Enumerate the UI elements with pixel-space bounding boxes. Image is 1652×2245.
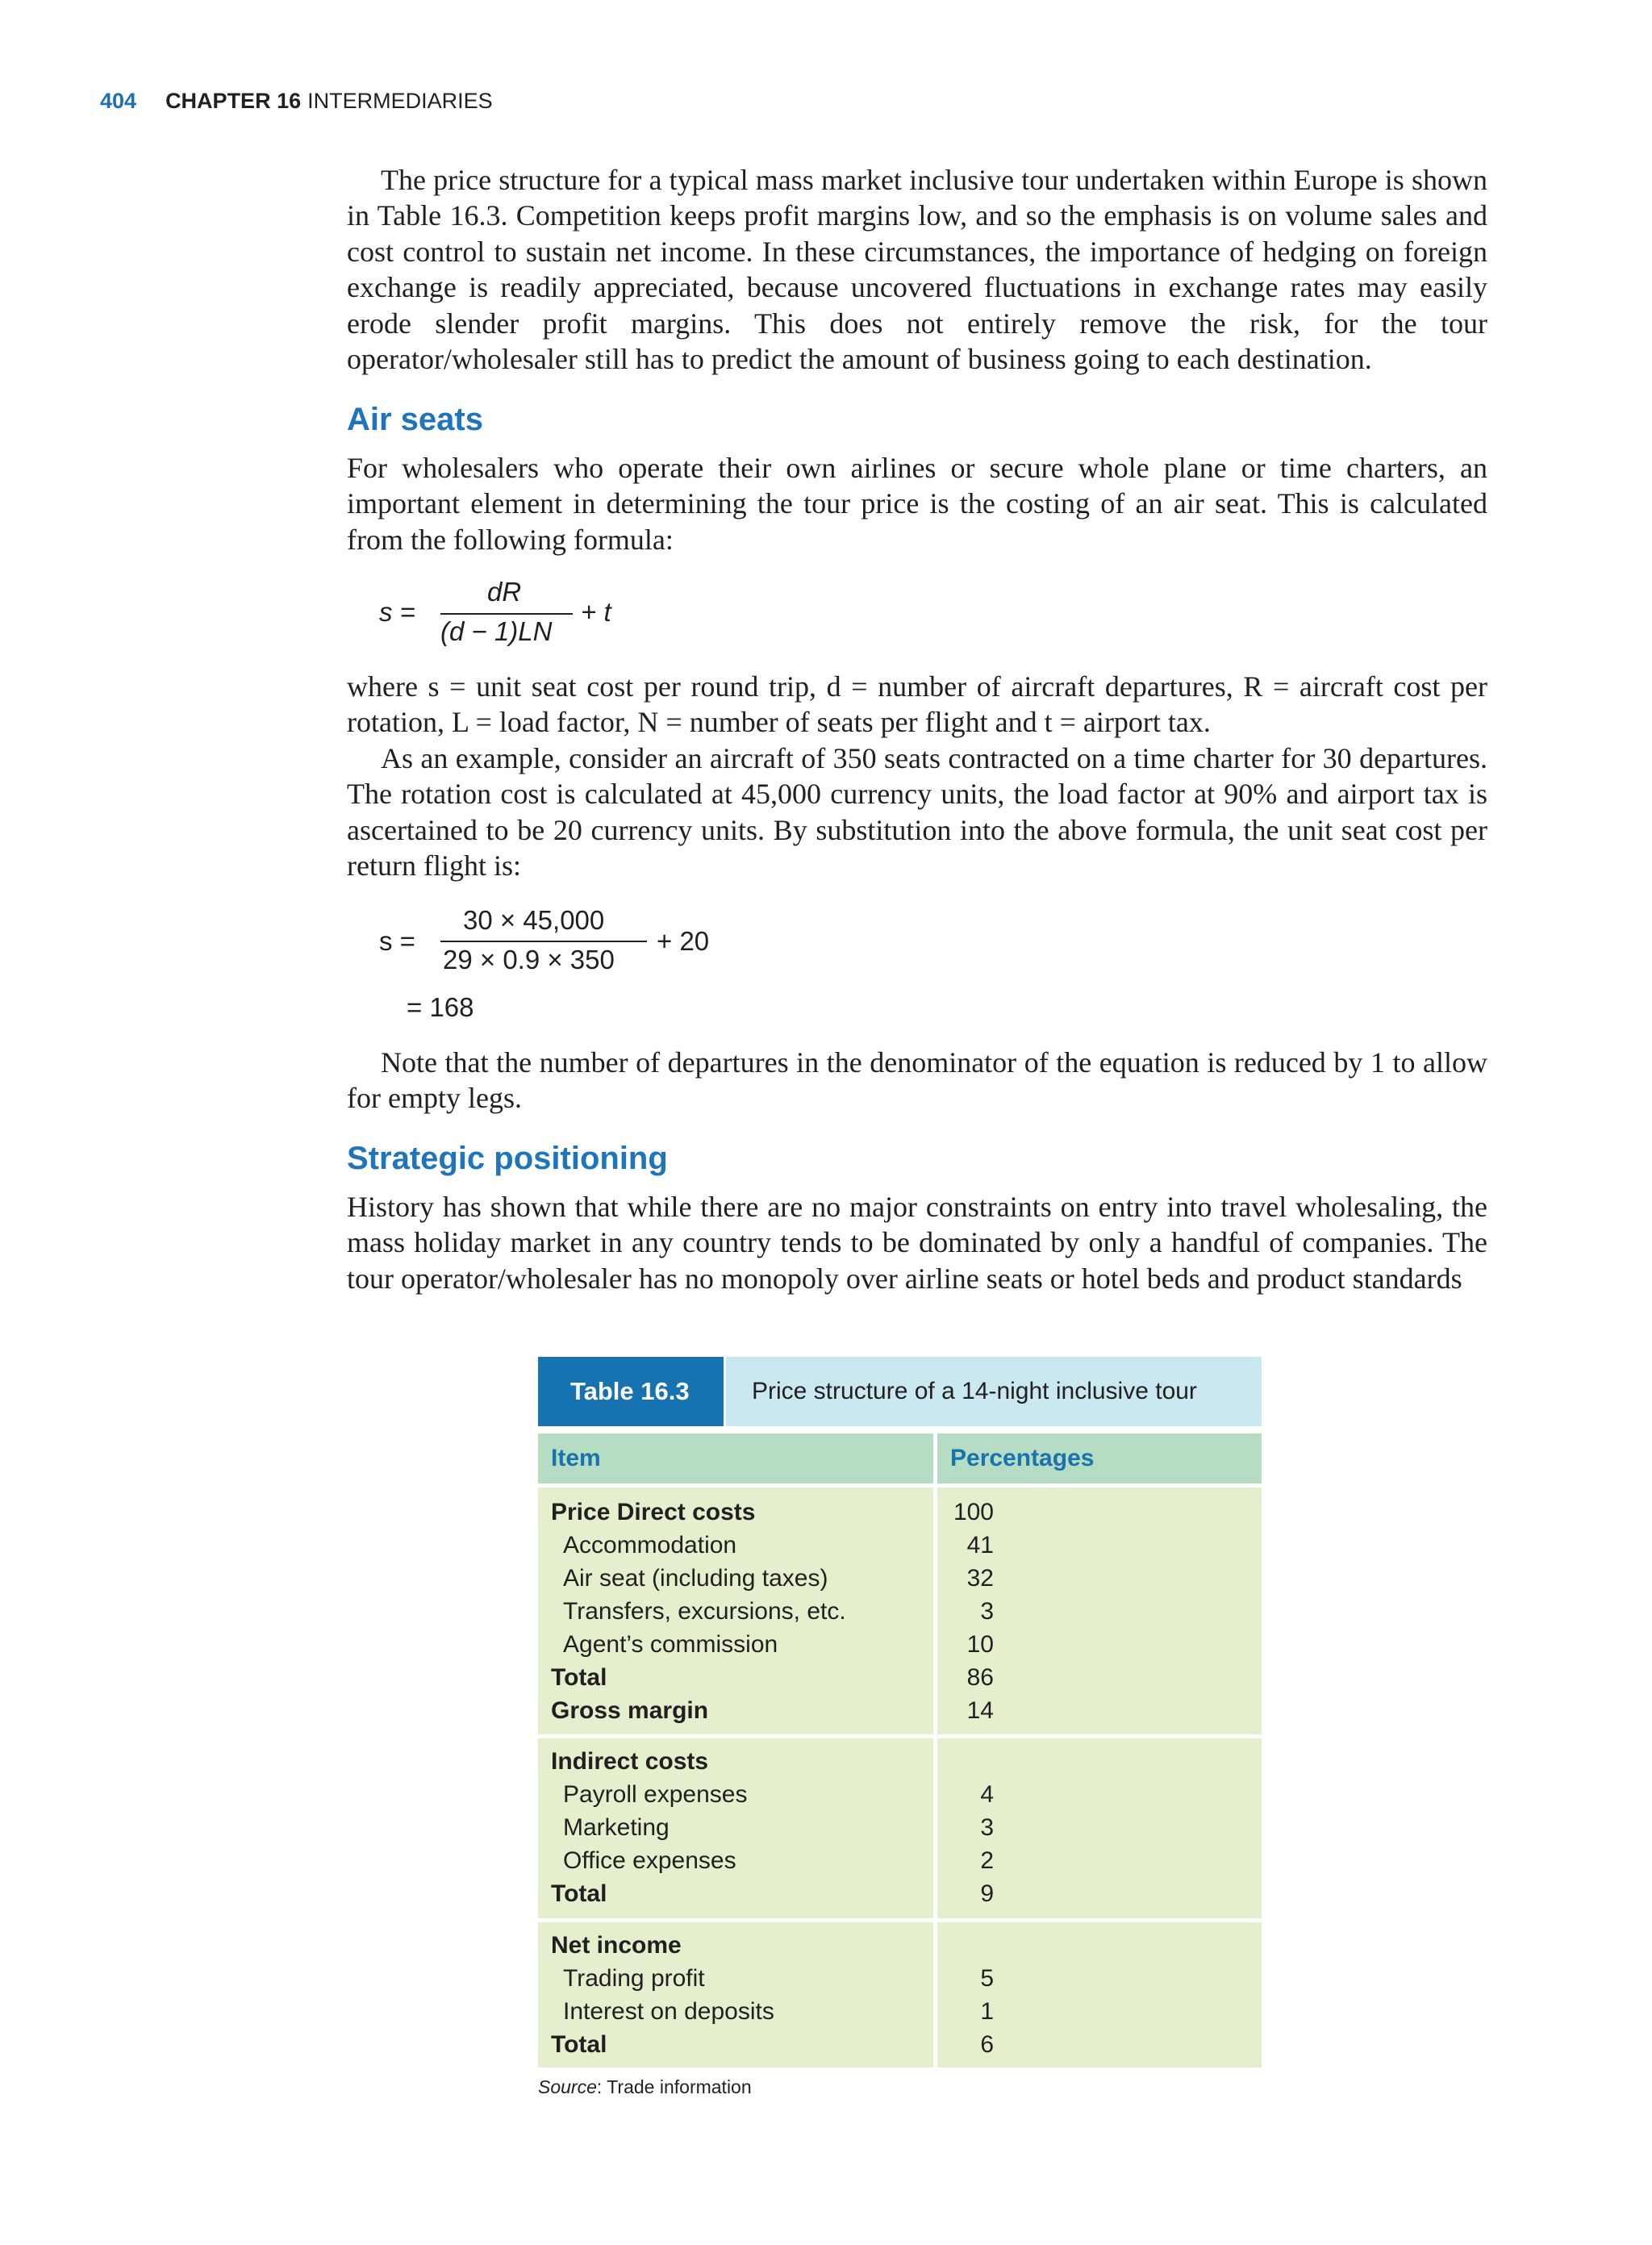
table-label: Table 16.3 bbox=[538, 1357, 724, 1426]
table-row-label: Accommodation bbox=[563, 1532, 737, 1559]
table-caption: Price structure of a 14-night inclusive tour bbox=[726, 1357, 1262, 1426]
intro-paragraph: The price structure for a typical mass market inclusive tour undertaken within Europe is shown in Table 16.3. Competition keeps profit margins low, and so the emphasis is on volume sales and cost control to sustain net income. In these circumstances, the importance of hedging on foreign exchange is readily appreciated, because uncovered fluctuations in exchange rates may easily erode slender profit margins. This does not entirely remove the risk, for the tour operator/wholesaler still has to predict the amount of business going to each destination. bbox=[347, 164, 1487, 376]
table-row-value: 14 bbox=[966, 1697, 994, 1724]
table-row-value: 86 bbox=[966, 1664, 994, 1691]
table-row-label: Transfers, excursions, etc. bbox=[563, 1598, 846, 1625]
table-row-value: 32 bbox=[966, 1565, 994, 1592]
table-row-value: 1 bbox=[980, 1998, 994, 2025]
source-text: : Trade information bbox=[596, 2076, 752, 2097]
formula2-numerator: 30 × 45,000 bbox=[463, 905, 605, 935]
formula1-lhs: s = bbox=[379, 597, 415, 627]
table-row-value: 3 bbox=[980, 1814, 994, 1841]
table-row-value: 3 bbox=[980, 1598, 994, 1625]
table-row-value: 10 bbox=[966, 1631, 994, 1658]
strategic-positioning-paragraph: History has shown that while there are no major constraints on entry into travel wholesaling, the mass holiday market in any country tends to be dominated by only a handful of companies. The tour operator/wholesaler has no monopoly over airline seats or hotel beds and product standards bbox=[347, 1191, 1487, 1295]
formula-definitions-paragraph: where s = unit seat cost per round trip, d = number of aircraft departures, R = aircraft cost per rotation, L = load factor, N = number of seats per flight and t = airport tax. bbox=[347, 670, 1487, 739]
column-header-item: Item bbox=[538, 1433, 933, 1483]
air-seats-paragraph: For wholesalers who operate their own airlines or secure whole plane or time charters, an important element in determining the tour price is the costing of an air seat. This is calculated from the following formula: bbox=[347, 452, 1487, 556]
table-row-label: Agent’s commission bbox=[563, 1631, 778, 1658]
table-row-label: Trading profit bbox=[563, 1965, 705, 1992]
table-row-label: Air seat (including taxes) bbox=[563, 1565, 828, 1592]
formula2-lhs: s = bbox=[379, 926, 415, 956]
table-row-value: 6 bbox=[980, 2031, 994, 2058]
formula1-denominator: (d − 1)LN bbox=[440, 616, 553, 646]
table-row-label: Interest on deposits bbox=[563, 1998, 774, 2025]
table-row-value: 4 bbox=[980, 1781, 994, 1808]
table-row-label: Total bbox=[551, 2031, 607, 2058]
formula2-tail: + 20 bbox=[657, 926, 710, 956]
running-header bbox=[100, 89, 493, 114]
table-row-label: Payroll expenses bbox=[563, 1781, 748, 1808]
formula2-fraction-bar bbox=[440, 941, 647, 942]
column-header-percentages: Percentages bbox=[937, 1433, 1262, 1483]
formula2-result: = 168 bbox=[407, 992, 474, 1022]
table-source-note bbox=[538, 2076, 752, 2098]
table-row-value: 5 bbox=[980, 1965, 994, 1992]
table-row-label: Marketing bbox=[563, 1814, 670, 1841]
table-row-label: Price Direct costs bbox=[551, 1499, 756, 1525]
example-paragraph: As an example, consider an aircraft of 350 seats contracted on a time charter for 30 departures. The rotation cost is calculated at 45,000 currency units, the load factor at 90% and airport tax is ascertained to be 20 currency units. By substitution into the above formula, the unit seat cost per return flight is: bbox=[347, 742, 1487, 883]
table-row-label: Office expenses bbox=[563, 1847, 736, 1874]
chapter-title: INTERMEDIARIES bbox=[307, 89, 493, 113]
table-row-label: Total bbox=[551, 1664, 607, 1691]
page-number: 404 bbox=[100, 89, 137, 113]
table-row-value: 9 bbox=[980, 1880, 994, 1907]
table-row-label: Total bbox=[551, 1880, 607, 1907]
formula1-fraction-bar bbox=[440, 613, 573, 615]
table-row-label: Gross margin bbox=[551, 1697, 709, 1724]
section-heading-air-seats: Air seats bbox=[347, 402, 483, 437]
source-label: Source bbox=[538, 2076, 597, 2097]
chapter-label: CHAPTER 16 bbox=[165, 89, 302, 113]
section-heading-strategic-positioning: Strategic positioning bbox=[347, 1141, 668, 1176]
formula1-numerator: dR bbox=[487, 577, 522, 607]
table-row-value: 100 bbox=[953, 1499, 994, 1525]
empty-legs-paragraph: Note that the number of departures in the denominator of the equation is reduced by 1 to allow for empty legs. bbox=[347, 1046, 1487, 1115]
table-row-label: Indirect costs bbox=[551, 1748, 709, 1775]
table-row-label: Net income bbox=[551, 1932, 682, 1959]
table-row-value: 2 bbox=[980, 1847, 994, 1874]
table-row-value: 41 bbox=[966, 1532, 994, 1559]
formula1-tail: + t bbox=[581, 597, 611, 627]
formula2-denominator: 29 × 0.9 × 350 bbox=[443, 945, 615, 974]
